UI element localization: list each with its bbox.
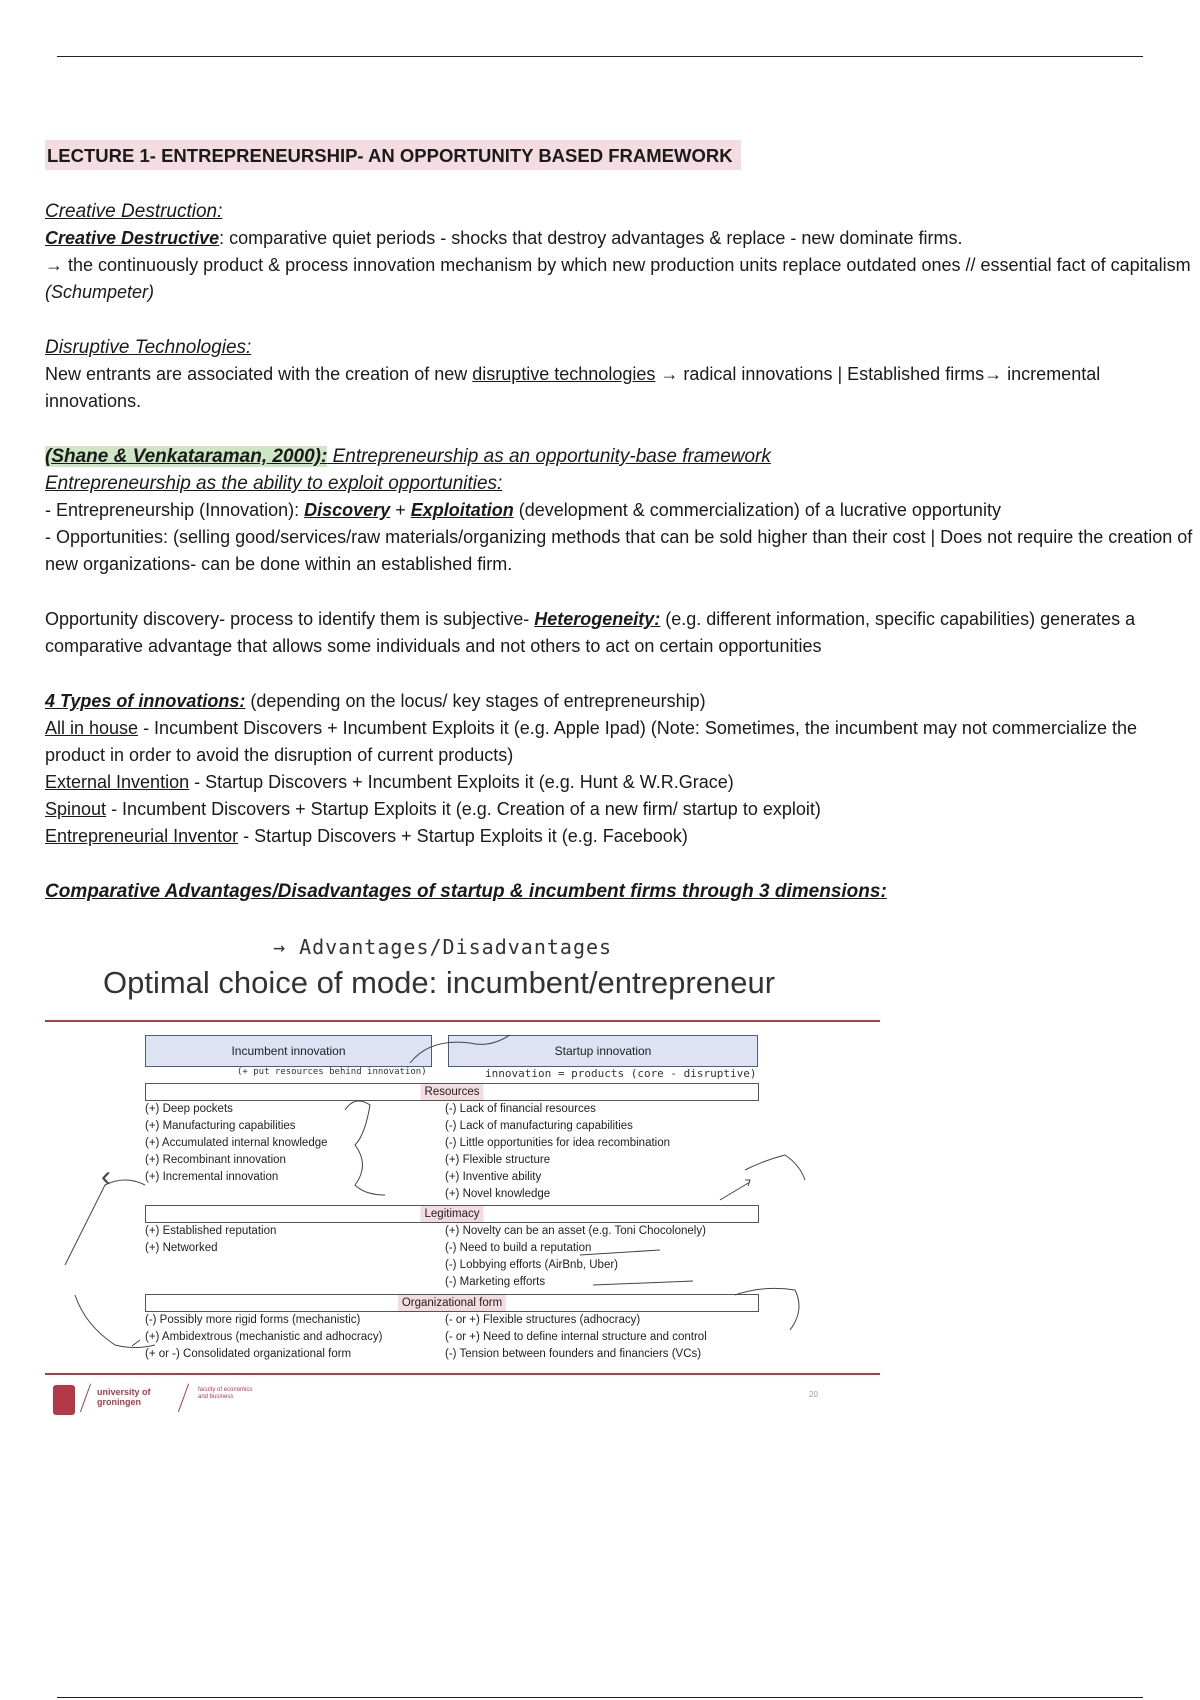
types-heading	[45, 688, 1195, 715]
shane-bullet-2: - Opportunities: (selling good/services/raw materials/organizing methods that can be sold higher than their cost | Does not require the creation of new organizations- can be done within an established firm.	[45, 527, 1193, 574]
types-list	[45, 715, 1195, 850]
opportunity-discovery	[45, 606, 1195, 660]
disruptive-text-after: → radical innovations | Established firms→ incremental innovations.	[45, 364, 1101, 411]
type-name: External Invention	[45, 772, 190, 792]
creative-destruction-definition	[45, 225, 1195, 252]
list-item: (-) Lobbying efforts (AirBnb, Uber)	[445, 1259, 618, 1271]
type-name: Spinout	[45, 799, 107, 819]
embedded-slide	[45, 935, 885, 1420]
faculty-name: faculty of economics and business	[198, 1387, 253, 1400]
university-name: university of groningen	[97, 1387, 151, 1407]
types-heading-term: 4 Types of innovations:	[45, 691, 246, 711]
list-item: (-) Little opportunities for idea recombination	[445, 1137, 671, 1149]
scribble-mark	[75, 1295, 155, 1348]
document-body	[45, 140, 1195, 905]
legitimacy-label: Legitimacy	[421, 1206, 484, 1222]
list-item: (+) Manufacturing capabilities	[145, 1120, 296, 1132]
list-item	[45, 823, 1195, 850]
list-item: (-) Tension between founders and financiers (VCs)	[445, 1348, 702, 1360]
lecture-title-block	[45, 140, 1195, 170]
list-item: (+) Incremental innovation	[145, 1171, 279, 1183]
list-item	[45, 796, 1195, 823]
list-item: (-) Lack of financial resources	[445, 1103, 596, 1115]
creative-destructive-term: Creative Destructive	[45, 228, 220, 248]
list-item: (-) Marketing efforts	[445, 1276, 546, 1288]
type-desc: - Startup Discovers + Startup Exploits it (e.g. Facebook)	[238, 826, 688, 846]
handwritten-incumbent-note: (+ put resources behind innovation)	[237, 1067, 427, 1077]
scribble-mark	[735, 1288, 799, 1330]
list-item: (+) Deep pockets	[145, 1103, 233, 1115]
creative-destruction-heading: Creative Destruction:	[45, 201, 223, 222]
scribble-mark	[745, 1155, 805, 1180]
top-rule	[57, 56, 1143, 57]
bullet1-post: (development & commercialization) of a lucrative opportunity	[513, 500, 1001, 520]
handwritten-startup-note: innovation = products (core - disruptive)	[485, 1067, 757, 1080]
list-item: (- or +) Need to define internal structure and control	[445, 1331, 707, 1343]
schumpeter-cite: (Schumpeter)	[45, 282, 155, 302]
opportunity-post: (e.g. different information, specific capabilities) generates a comparative advantage that allows some individuals and not others to act on certain opportunities	[45, 609, 1136, 656]
list-item: (+) Recombinant innovation	[145, 1154, 286, 1166]
list-item: (+) Novelty can be an asset (e.g. Toni Chocolonely)	[445, 1225, 706, 1237]
plus-sign: +	[390, 500, 411, 520]
startup-column-header: Startup innovation	[448, 1035, 758, 1067]
disruptive-tech-text	[45, 361, 1195, 415]
list-item: (+) Networked	[145, 1242, 218, 1254]
slide-number: 20	[809, 1390, 818, 1399]
creative-destructive-text: : comparative quiet periods - shocks that destroy advantages & replace - new dominate firms.	[219, 228, 963, 248]
type-desc: - Startup Discovers + Incumbent Exploits it (e.g. Hunt & W.R.Grace)	[189, 772, 734, 792]
slide-title: Optimal choice of mode: incumbent/entrepreneur	[103, 965, 776, 1000]
list-item: (+) Established reputation	[145, 1225, 277, 1237]
discovery-term: Discovery	[304, 500, 391, 520]
handwritten-scribbles	[45, 935, 885, 1420]
university-crest-icon	[53, 1385, 75, 1415]
list-item: (+) Novel knowledge	[445, 1188, 551, 1200]
types-heading-rest: (depending on the locus/ key stages of entrepreneurship)	[245, 691, 706, 711]
list-item: (+) Ambidextrous (mechanistic and adhocracy)	[145, 1331, 383, 1343]
opportunity-pre: Opportunity discovery- process to identify them is subjective-	[45, 609, 535, 629]
comparative-heading: Comparative Advantages/Disadvantages of startup & incumbent firms through 3 dimensions:	[45, 881, 887, 902]
scribble-arrow	[593, 1281, 693, 1285]
slide-footer-rule	[45, 1373, 880, 1375]
lecture-title: LECTURE 1- ENTREPRENEURSHIP- AN OPPORTUNITY BASED FRAMEWORK	[45, 140, 741, 170]
disruptive-text-before: New entrants are associated with the creation of new	[45, 364, 473, 384]
type-desc: - Incumbent Discovers + Startup Exploits it (e.g. Creation of a new firm/ startup to exploit)	[106, 799, 821, 819]
resources-label: Resources	[421, 1084, 484, 1100]
exploitation-term: Exploitation	[410, 500, 514, 520]
list-item: (-) Possibly more rigid forms (mechanistic)	[145, 1314, 361, 1326]
scribble-arrow	[580, 1250, 660, 1255]
list-item: (+) Flexible structure	[445, 1154, 551, 1166]
type-desc: - Incumbent Discovers + Incumbent Exploits it (e.g. Apple Ipad) (Note: Sometimes, the incumbent may not commercialize the product in order to avoid the disruption of current products)	[45, 718, 1138, 765]
scribble-arrow	[720, 1182, 750, 1200]
bullet1-pre: - Entrepreneurship (Innovation):	[45, 500, 305, 520]
shane-heading	[45, 443, 1195, 470]
type-name: All in house	[45, 718, 139, 738]
org-form-label: Organizational form	[398, 1295, 506, 1311]
type-name: Entrepreneurial Inventor	[45, 826, 239, 846]
shane-cite-rest: Entrepreneurship as an opportunity-base framework	[327, 446, 771, 467]
scribble-mark	[132, 1340, 140, 1346]
scribble-mark	[345, 1101, 385, 1195]
creative-destruction-mechanism	[45, 252, 1195, 306]
list-item: (- or +) Flexible structures (adhocracy)	[445, 1314, 641, 1326]
list-item: (+) Inventive ability	[445, 1171, 542, 1183]
list-item: (-) Need to build a reputation	[445, 1242, 592, 1254]
shane-subheading: Entrepreneurship as the ability to exploit opportunities:	[45, 473, 503, 494]
disruptive-term: disruptive technologies	[472, 364, 656, 384]
disruptive-tech-heading: Disruptive Technologies:	[45, 337, 252, 358]
shane-bullet-1	[45, 497, 1195, 524]
list-item	[45, 769, 1195, 796]
mechanism-text: → the continuously product & process innovation mechanism by which new production units replace outdated ones // essential fact of capitalism	[45, 255, 1191, 275]
handwritten-note-top: → Advantages/Disadvantages	[273, 935, 613, 959]
bottom-rule	[57, 1697, 1143, 1698]
list-item: (+) Accumulated internal knowledge	[145, 1137, 328, 1149]
scribble-mark	[410, 1035, 510, 1063]
list-item: (+ or -) Consolidated organizational form	[145, 1348, 352, 1360]
slide-prev-arrow[interactable]: ‹	[101, 1160, 111, 1193]
shane-cite: (Shane & Venkataraman, 2000):	[45, 446, 328, 467]
list-item: (-) Lack of manufacturing capabilities	[445, 1120, 633, 1132]
incumbent-column-header: Incumbent innovation	[145, 1035, 432, 1067]
heterogeneity-term: Heterogeneity:	[534, 609, 661, 629]
list-item	[45, 715, 1195, 769]
